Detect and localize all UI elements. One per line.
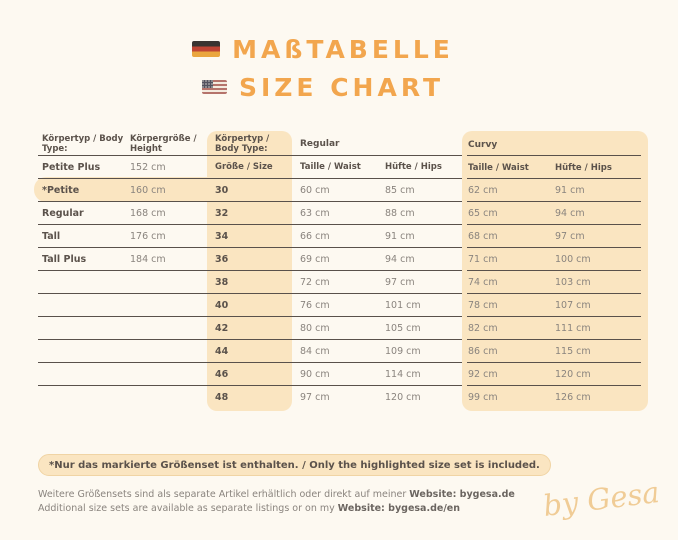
size-value: 34 xyxy=(215,230,229,242)
body-type-label: *Petite xyxy=(42,184,80,196)
empty-cell xyxy=(126,340,207,362)
curvy-hips-value: 107 cm xyxy=(555,300,591,311)
table-row xyxy=(38,340,648,363)
header-spacer xyxy=(378,133,462,155)
regular-hips-value: 97 cm xyxy=(385,276,415,288)
brand-signature: by Gesa xyxy=(541,475,662,523)
body-type-height: 152 cm xyxy=(130,161,166,173)
regular-hips-value: 114 cm xyxy=(385,368,421,380)
curvy-waist-value: 68 cm xyxy=(468,231,498,242)
curvy-hips-value: 120 cm xyxy=(555,369,591,380)
curvy-waist-value: 99 cm xyxy=(468,392,498,403)
empty-cell xyxy=(126,271,207,293)
empty-cell xyxy=(38,340,126,362)
body-type-label: Tall xyxy=(42,230,61,242)
size-value: 30 xyxy=(215,184,229,196)
regular-hips-value: 105 cm xyxy=(385,322,421,334)
table-row xyxy=(38,225,648,248)
website-link-en[interactable]: Website: bygesa.de/en xyxy=(337,502,460,514)
size-value: 42 xyxy=(215,322,229,334)
size-value: 36 xyxy=(215,253,229,265)
title-block xyxy=(0,30,662,106)
regular-waist-value: 63 cm xyxy=(300,207,330,219)
curvy-hips-value: 94 cm xyxy=(555,208,585,219)
size-table xyxy=(38,133,648,409)
regular-hips-value: 120 cm xyxy=(385,392,421,403)
regular-hips-value: 94 cm xyxy=(385,253,415,265)
size-value: 44 xyxy=(215,345,229,357)
table-row xyxy=(38,271,648,294)
size-value: 46 xyxy=(215,368,229,380)
footer-english-text: Additional size sets are available as separate listings or on my xyxy=(38,502,338,514)
header-curvy: Curvy xyxy=(468,139,498,150)
header-body-type-size: Körpertyp / Body Type: xyxy=(215,134,270,154)
page-title-english: SIZE CHART xyxy=(238,72,444,102)
size-value: 40 xyxy=(215,299,229,311)
header-spacer xyxy=(550,133,648,156)
header-regular-waist: Taille / Waist xyxy=(300,162,361,172)
table-row xyxy=(38,363,648,386)
empty-cell xyxy=(38,271,126,293)
footer-line-english xyxy=(38,502,515,516)
curvy-waist-value: 74 cm xyxy=(468,277,498,288)
curvy-hips-value: 111 cm xyxy=(555,323,591,334)
curvy-hips-value: 115 cm xyxy=(555,346,591,357)
curvy-hips-value: 91 cm xyxy=(555,185,585,196)
table-header-row xyxy=(38,133,648,156)
table-row xyxy=(38,179,648,202)
table-row xyxy=(38,248,648,271)
curvy-hips-value: 97 cm xyxy=(555,231,585,242)
footer-line-german xyxy=(38,488,515,502)
curvy-waist-value: 92 cm xyxy=(468,369,498,380)
empty-cell xyxy=(38,363,126,385)
header-height: Körpergröße / Height xyxy=(130,134,197,154)
regular-waist-value: 97 cm xyxy=(300,392,330,403)
page-title-german: MAßTABELLE xyxy=(232,34,454,64)
header-size: Größe / Size xyxy=(215,162,273,172)
footer-text xyxy=(38,488,515,515)
body-type-height: 184 cm xyxy=(130,253,166,265)
curvy-hips-value: 126 cm xyxy=(555,392,591,403)
regular-hips-value: 85 cm xyxy=(385,184,415,196)
regular-hips-value: 101 cm xyxy=(385,299,421,311)
curvy-hips-value: 100 cm xyxy=(555,254,591,265)
empty-cell xyxy=(126,317,207,339)
table-row xyxy=(38,386,648,409)
table-row xyxy=(38,294,648,317)
empty-cell xyxy=(38,294,126,316)
regular-waist-value: 84 cm xyxy=(300,345,330,357)
highlight-note xyxy=(38,454,551,476)
body-type-height: 160 cm xyxy=(130,184,166,196)
regular-waist-value: 90 cm xyxy=(300,368,330,380)
us-flag-icon xyxy=(202,80,227,94)
empty-cell xyxy=(126,386,207,409)
us-flag-canton xyxy=(202,80,213,88)
curvy-waist-value: 82 cm xyxy=(468,323,498,334)
regular-hips-value: 91 cm xyxy=(385,230,415,242)
body-type-label: Regular xyxy=(42,207,84,219)
title-row-english xyxy=(0,68,662,106)
empty-cell xyxy=(38,317,126,339)
size-value: 48 xyxy=(215,392,229,403)
header-regular-hips: Hüfte / Hips xyxy=(385,162,442,172)
curvy-hips-value: 103 cm xyxy=(555,277,591,288)
regular-hips-value: 88 cm xyxy=(385,207,415,219)
header-body-type: Körpertyp / Body Type: xyxy=(42,134,124,154)
header-regular: Regular xyxy=(300,139,340,149)
body-type-label: Petite Plus xyxy=(42,161,101,173)
curvy-waist-value: 71 cm xyxy=(468,254,498,265)
regular-waist-value: 60 cm xyxy=(300,184,330,196)
regular-waist-value: 69 cm xyxy=(300,253,330,265)
curvy-waist-value: 62 cm xyxy=(468,185,498,196)
header-curvy-hips: Hüfte / Hips xyxy=(555,162,612,173)
empty-cell xyxy=(126,363,207,385)
german-flag-icon xyxy=(192,41,220,57)
body-type-height: 176 cm xyxy=(130,230,166,242)
empty-cell xyxy=(126,294,207,316)
table-row xyxy=(38,202,648,225)
table-row xyxy=(38,156,648,179)
regular-waist-value: 80 cm xyxy=(300,322,330,334)
regular-waist-value: 66 cm xyxy=(300,230,330,242)
body-type-height: 168 cm xyxy=(130,207,166,219)
curvy-waist-value: 78 cm xyxy=(468,300,498,311)
table-row xyxy=(38,317,648,340)
empty-cell xyxy=(38,386,126,409)
body-type-label: Tall Plus xyxy=(42,253,87,265)
highlight-note-text: *Nur das markierte Größenset ist enthalten. / Only the highlighted size set is included. xyxy=(49,459,540,471)
footer-german-text: Weitere Größensets sind als separate Artikel erhältlich oder direkt auf meiner xyxy=(38,489,410,500)
size-value: 38 xyxy=(215,276,229,288)
title-row-german xyxy=(0,30,662,68)
regular-hips-value: 109 cm xyxy=(385,345,421,357)
website-link-de[interactable]: Website: bygesa.de xyxy=(409,489,515,500)
header-curvy-waist: Taille / Waist xyxy=(468,162,529,173)
regular-waist-value: 72 cm xyxy=(300,276,330,288)
curvy-waist-value: 86 cm xyxy=(468,346,498,357)
curvy-waist-value: 65 cm xyxy=(468,208,498,219)
size-value: 32 xyxy=(215,207,229,219)
regular-waist-value: 76 cm xyxy=(300,299,330,311)
